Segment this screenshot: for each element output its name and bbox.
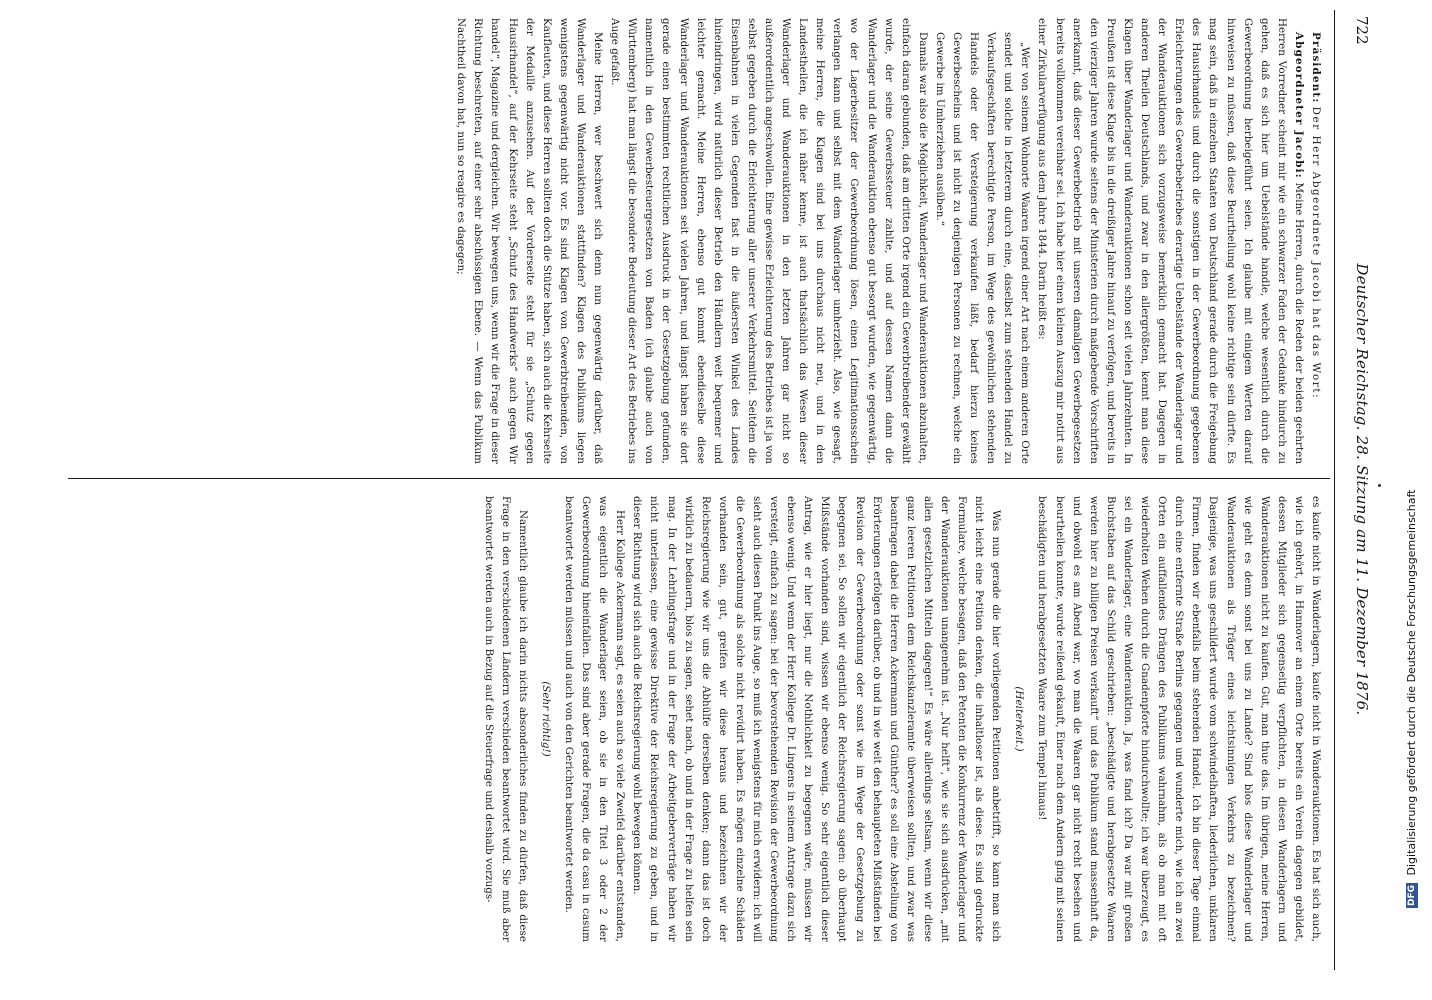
president-paragraph — [1307, 18, 1324, 464]
session-title: Deutscher Reichstag. 28. Sitzung am 11. Dezember 1876. — [1353, 263, 1372, 716]
left-paragraph-5: Meine Herren, wer beschwert sich denn nun gegenwärtig darüber, daß Wanderlager und Wanderauktionen stattfinden? Klagen des Publikums liegen wenigstens gegenwärtig nicht vor. Es sind Klagen von Gewerbtreibenden, von Kaufleuten, und diese Herren sollten doch die Stütze haben, sich auch die Kehrseite der Medaille anzusehen. Auf der Vorderseite steht für sie „Schutz gegen Hausirhandel“, auf der Kehrseite steht „Schutz des Handwerks“ auch gegen Wir handel“, Magazine und dergleichen. Wir bewegen uns, wenn wir die Frage in dieser Richtung beschreiten, auf einer sehr abschüssigen Ebene. — Wenn das Publikum Nachtheil davon hat, nun so reagire es dagegen; — [455, 18, 605, 464]
right-column — [69, 496, 1324, 942]
digitization-note — [1405, 8, 1427, 908]
right-paragraph-3: Herr Kollege Ackermann sagt, es seien auch so viele Zweifel darüber entstanden, was eigentlich die Wanderlager seien, ob sie in den Titel 3 oder 2 der Gewerbeordnung hineinfallen. Das sind aber gerade Fragen, die da casu in casum beantwortet werden müssen und auch von den Gerichten beantwortet werden. — [562, 496, 627, 942]
dfg-logo: DFG — [1407, 884, 1417, 906]
left-column — [69, 18, 1324, 464]
dfg-text: Digitalisierung gefördert durch die Deutsche Forschungsgemeinschaft — [1405, 489, 1418, 876]
right-paragraph-4: Namentlich glaube ich darin nichts absonderliches finden zu dürfen, daß diese Frage in den verschiedenen Ländern verschieden beantwortet wird. Sie muß aber beantwortet werden auch in Bezug auf die Steuerfrage und deshalb vorzugs- — [482, 496, 529, 942]
rotated-page — [60, 10, 1390, 970]
speaker-jacobi: Abgeordneter Jacobi: — [1292, 32, 1305, 179]
right-paragraph-1: es kaufe nicht in Wanderlagern, kaufe nicht in Wanderauktionen. Es hat sich auch, wie ich gehört, in Hannover an einem Orte bereits ein Verein dagegen gebildet, dessen Mitglieder sich gegenseitig verpflichten, in diesen Wanderlagern und Wanderauktionen nicht zu kaufen. Gut, man thue das. Im übrigen, meine Herren, wie geht es denn sonst bei uns zu Lande? Sind blos diese Wanderlager und Wanderauktionen als Träger eines leichtsinnigen Verkehrs zu bezeichnen? Dasjenige, was uns geschildert wurde vom schwindelhaften, liederlichen, unklaren Firmen, finden wir ebenfalls beim stehenden Handel. Ich bin dieser Tage einmal durch eine entfernte Straße Berlins gegangen und wunderte mich, wie ich an zwei Orten ein auffallendes Drängen des Publikums wahrnahm, als ob man mit oft wiederholten Wehen durch die Gnadenpforte hindurchwollte; ich war überzeugt, es sei ein Wanderlager, eine Wanderauktion. Ja, was fand ich? Da war mit großen Buchstaben auf das Schild geschrieben: „beschädigte und herabgesetzte Waaren werden hier zu billigen Preisen verkauft“ und das Publikum stand massenhaft da, und obwohl es am Abend war, wo man die Waaren gar nicht recht besehen und beurtheilen konnte, wurde reißend gekauft, Einer nach dem Andern ging mit seinen beschädigten und herabgesetzten Waare zum Tempel hinaus! — [1036, 496, 1322, 942]
scan-speck — [1378, 484, 1381, 487]
circular-quote: „Wer von seinem Wohnorte Waaren irgend einer Art nach einem anderen Orte sendet und solche in letzterem durch eine, daselbst zum stehenden Handel zu Verkaufsgeschäften berechtigte Person, im Wege des gewöhnlichen stehenden Handels oder der Versteigerung verkaufen läßt, bedarf hierzu keines Gewerbescheins und ist nicht zu denjenigen Personen zu rechnen, welche ein Gewerbe im Umherziehen ausüben.“ — [933, 32, 1032, 464]
page-number: 722 — [1353, 16, 1372, 45]
speaker-president: Präsident: — [1310, 32, 1322, 104]
right-paragraph-2: Was nun gerade die hier vorliegenden Petitionen anbetrifft, so kann man sich nicht leicht eine Petition denken, die inhaltloser ist, als diese. Es sind gedruckte Formulare, welche besagen, daß den Petenten die Konkurrenz der Wanderlager und der Wanderauktionen unangenehm ist. „Nur helft“, wie sie sich ausdrücken, „mit allen gesetzlichen Mitteln dagegen!“ Es wäre allerdings seltsam, wenn wir diese ganz leeren Petitionen dem Reichskanzleramte überweisen sollten, und zwar was beantragen dabei die Herren Ackermann und Günther? es soll eine Abstellung von Erörterungen erfolgen darüber, ob und in wie weit den behaupteten Mißständen bei Revision der Gewerbeordnung oder sonst wie im Wege der Gesetzgebung zu begegnen sei. So sollen wir eigentlich der Reichsregierung sagen: ob überhaupt Mißstände vorhanden sind, wissen wir ebenso wenig. So sehr eigentlich dieser Antrag, wie er hier liegt, nur die Nothlichkeit zu begegnen wäre, müssen wir ebenso wenig. Und wenn der Herr Kollege Dr. Lingens in seinem Antrage dazu sich versteigt, einfach zu sagen: bei der bevorstehenden Revision der Gewerbeordnung sieht auch diesen Punkt ins Auge, so muß ich wenigstens für mich erwidern: ich will die Gewerbeordnung als solche nicht revidirt haben. Es mögen einzelne Schäden vorhanden sein, gut, greifen wir diese heraus und bezeichnen wir der Reichsregierung wie wir uns die Abhülfe derselben denken; dann das ist doch wirklich zu bedauern, blos zu sagen, sehet nach, ob und in der Frage zu helfen sein mag. In der Lehrlingsfrage und in der Frage der Arbeitgeberverträge haben wir nicht unterlassen, eine gewisse Direktive der Reichsregierung zu geben, und in dieser Richtung wird sich auch die Reichsregierung wohl bewegen können. — [631, 496, 1003, 942]
page-header — [1334, 10, 1390, 970]
approval-note: (Sehr richtig!) — [539, 681, 552, 757]
column-divider — [68, 478, 1330, 479]
laughter-note: (Heiterkeit.) — [1013, 686, 1026, 752]
left-paragraph-4: Damals war also die Möglichkeit, Wanderlager und Wanderauktionen abzuhalten, einfach daran gebunden, daß am dritten Orte irgend ein Gewerbtreibender gewählt wurde, der seine Gewerbssteuer zahlte, und auf dessen Namen dann die Wanderlager und die Wanderauktion ebenso gut besorgt wurden, wie gegenwärtig, wo der Lagerbesitzer der Gewerbeordnung lösen, einen Legitimationsschein verlangen kann und selbst mit dem Wanderlager umherzieht. Also, wie gesagt, meine Herren, die Klagen sind bei uns durchaus nicht neu, und in den Landestheilen, die ich näher kenne, ist auch thatsächlich das Wesen dieser Wanderlager und Wanderauktionen in den letzten Jahren gar nicht so außerordentlich angeschwollen. Eine gewisse Erleichterung des Betriebes ist ja von selbst gegeben durch die Erleichterung aller unserer Verkehrsmittel. Seitdem die Eisenbahnen in vielen Gegenden fast in die äußersten Winkel des Landes hineindringen, wird natürlich dieser Betrieb den Händlern weit bequemer und leichter gemacht. Meine Herren, ebenso gut kommt ebendieselbe diese Wanderlager und Wanderauktionen seit vielen Jahren, und längst haben sie dort gerade einen bestimmten rechtlichen Ausdruck in der Gesetzgebung gefunden, namentlich in den Gewerbesteuergesetzen von Baden (ich glaube auch von Württemberg) hat man längst die besondere Bedeutung dieser Art des Betriebes ins Auge gefaßt. — [609, 18, 929, 464]
jacobi-paragraph — [1033, 18, 1307, 464]
president-text: Der Herr Abgeordnete Jacobi hat das Wort: — [1310, 106, 1322, 400]
jacobi-text: Meine Herren, durch die Reden der beiden geehrten Herren Vorredner scheint mir wie ein schwarzer Faden der Gedanke hindurch zu gehen, daß es sich hier um Uebelstände handle, welche wesentlich durch die Gewerbeordnung herbeigeführt seien. Ich glaube mit einigem Werten darauf hinweisen zu müssen, daß diese Beurtheilung wohl keine richtige sein dürfte. Es mag sein, daß in einzelnen Staaten von Deutschland gerade durch die Freigebung des Hausirhandels und durch die sonstigen in der Gewerbeordnung gegebenen Erleichterungen des Gewerbebetriebes derartige Uebelstände der Wanderlager und der Wanderauktionen sich vorzugsweise bemerklich gemacht hat. Dagegen in anderen Theilen Deutschlands, und zwar in den allergrößten, kennt man diese Klagen über Wanderlager und Wanderauktionen schon seit vielen Jahrzehnten. In Preußen ist diese Klage bis in die dreißiger Jahre hinauf zu verfolgen, und bereits in den vierziger Jahren wurde seitens der Ministerien durch maßgebende Vorschriften anerkannt, daß dieser Gewerbebetrieb mit unseren damaligen Gewerbegesetzen bereits vollkommen vereinbar sei. Ich habe hier einen kleinen Auszug mir notirt aus einer Zirkularverfügung aus dem Jahre 1844. Darin heißt es: — [1036, 18, 1305, 464]
